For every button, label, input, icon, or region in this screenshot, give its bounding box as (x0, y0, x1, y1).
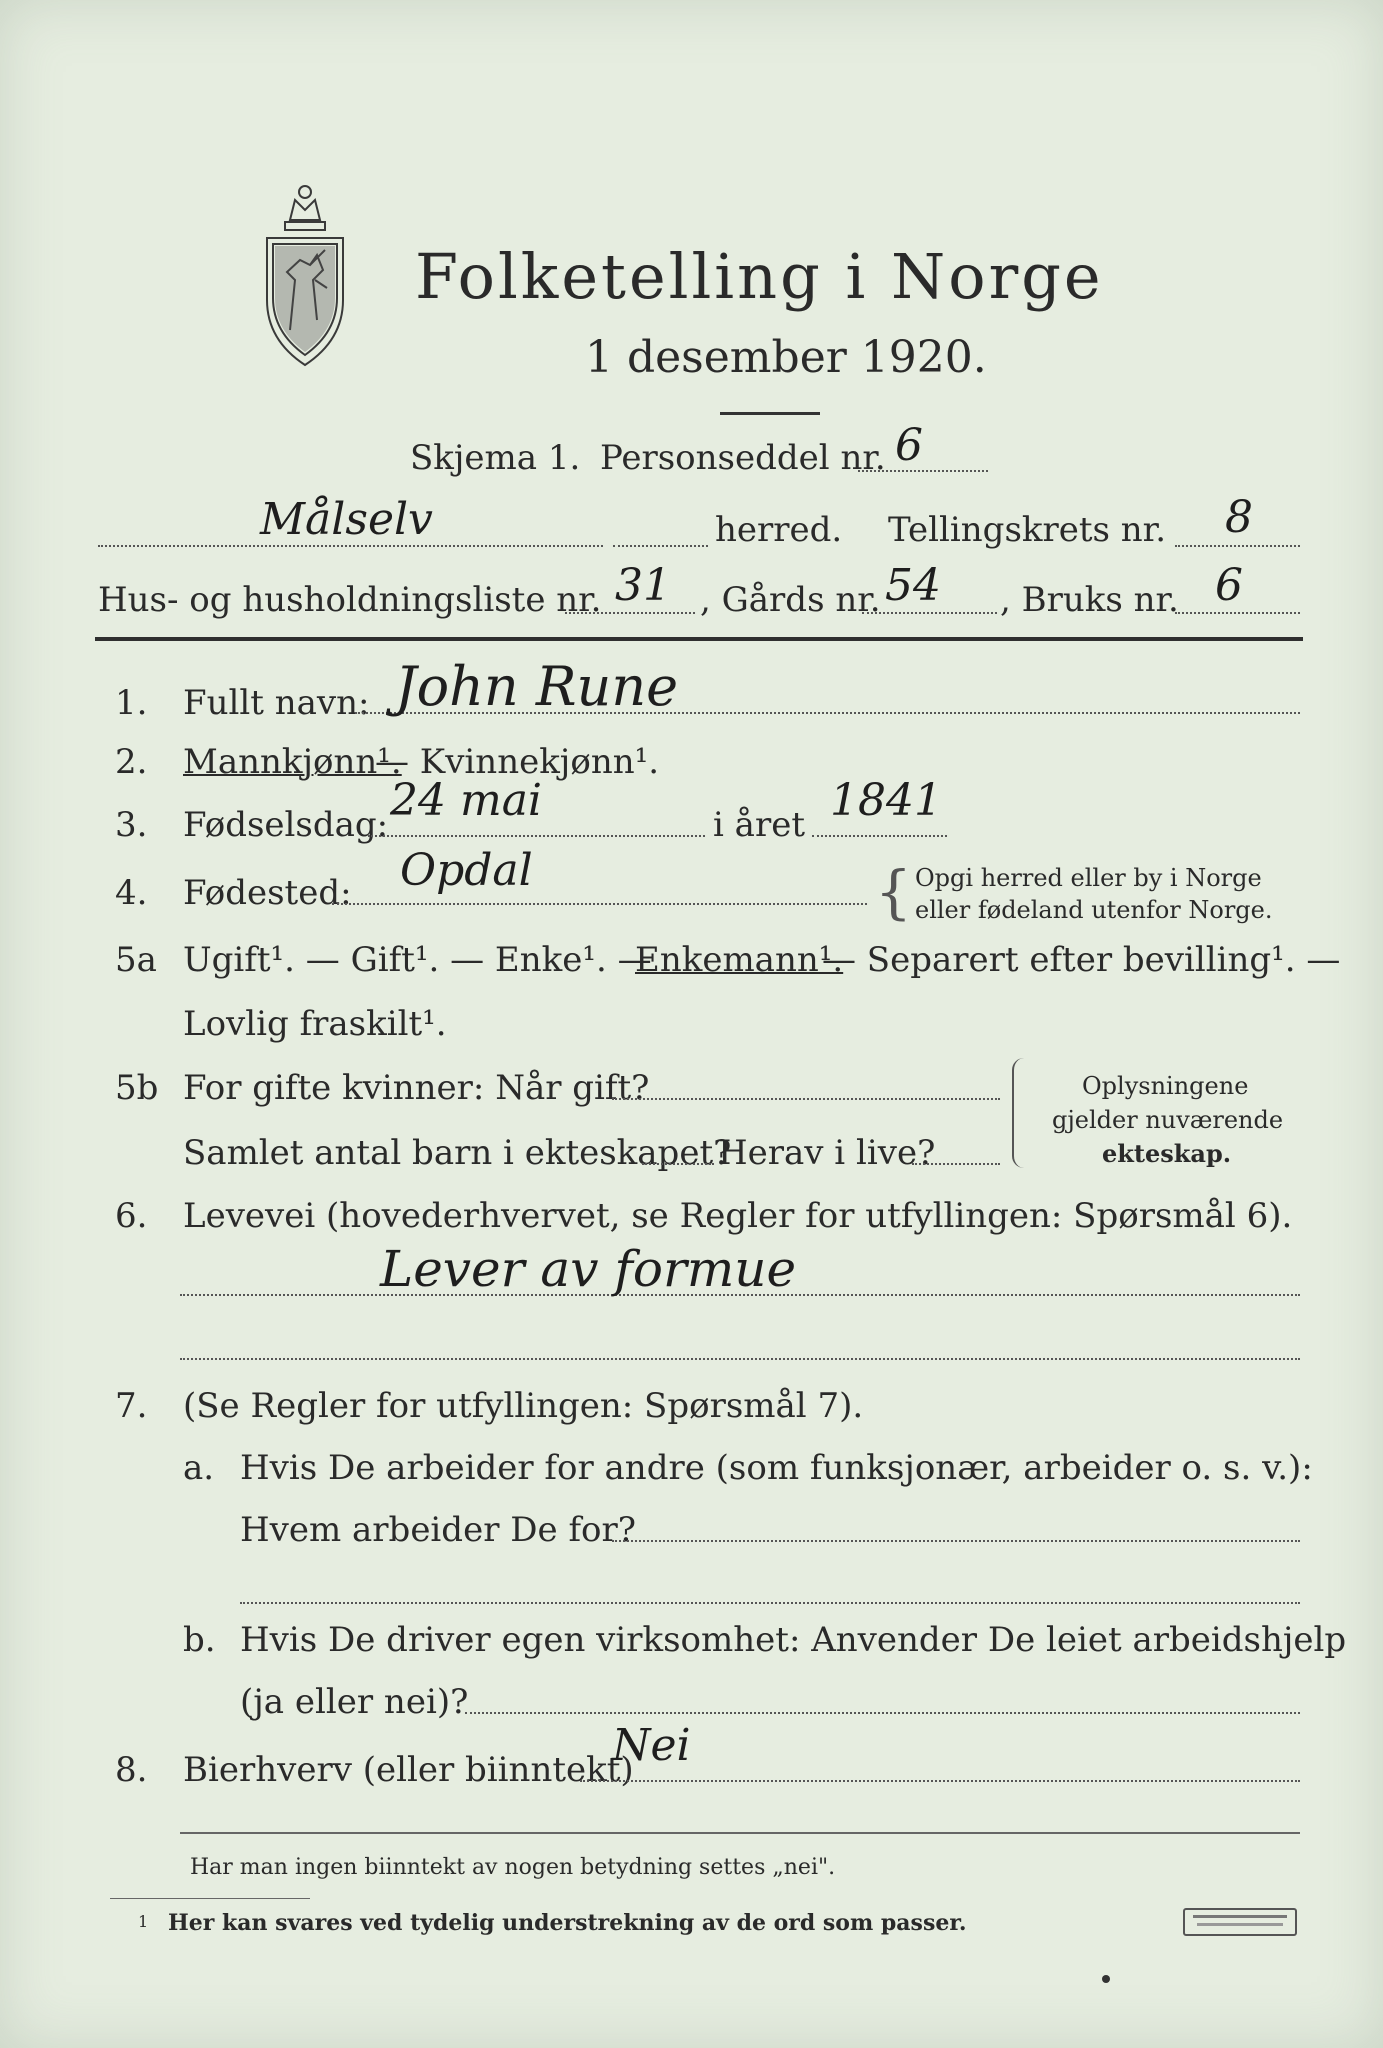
footer-divider (180, 1832, 1300, 1834)
q3-year-line (812, 835, 947, 837)
q6-value: Lever av formue (380, 1240, 797, 1298)
personseddel-line (858, 470, 988, 472)
form-title: Folketelling i Norge (415, 240, 1104, 313)
coat-of-arms-icon (255, 180, 355, 370)
q6-number: 6. (115, 1196, 148, 1236)
q5a-selected-option: Enkemann¹. (635, 940, 844, 980)
herred-label: herred. (715, 510, 843, 550)
q2-number: 2. (115, 742, 148, 782)
q5b-label-1: For gifte kvinner: Når gift? (183, 1068, 650, 1108)
q4-note-1: Opgi herred eller by i Norge (915, 864, 1262, 892)
q5b-number: 5b (115, 1068, 159, 1108)
q5b-note-1: Oplysningene (1082, 1072, 1249, 1100)
q5b-line-2 (642, 1163, 714, 1165)
q8-line (580, 1780, 1300, 1782)
herred-line (98, 545, 603, 547)
q5b-line-3 (912, 1163, 1000, 1165)
q7a-answer-line (612, 1540, 1300, 1542)
q5b-note-3: ekteskap. (1102, 1139, 1232, 1168)
q4-value: Opdal (400, 845, 533, 896)
ink-dot (1102, 1975, 1110, 1983)
q2-other-options: — Kvinnekjønn¹. (375, 742, 660, 782)
herred-line-2 (613, 545, 708, 547)
footnote-divider (110, 1898, 310, 1899)
tellingskrets-label: Tellingskrets nr. (888, 510, 1167, 550)
q5a-number: 5a (115, 940, 157, 980)
tellingskrets-line (1175, 545, 1300, 547)
hus-line (565, 612, 695, 614)
q7a-letter: a. (183, 1448, 215, 1488)
bruks-line (1175, 612, 1300, 614)
q3-year-value: 1841 (830, 775, 942, 826)
hus-label: Hus- og husholdningsliste nr. (98, 580, 602, 620)
q8-label: Bierhverv (eller biinntekt) (183, 1750, 634, 1790)
q1-label: Fullt navn: (183, 683, 370, 723)
personseddel-value: 6 (895, 420, 923, 471)
q7a-line-2: Hvem arbeider De for? (240, 1510, 636, 1550)
bruks-label: , Bruks nr. (1000, 580, 1179, 620)
form-date: 1 desember 1920. (585, 332, 987, 383)
q7b-line-2: (ja eller nei)? (240, 1682, 469, 1722)
herred-value: Målselv (260, 494, 433, 545)
q5a-line-2: Lovlig fraskilt¹. (183, 1004, 447, 1044)
footnote-text: Her kan svares ved tydelig understrekning av de ord som passer. (168, 1910, 967, 1936)
q4-number: 4. (115, 873, 148, 913)
bruks-value: 6 (1215, 560, 1243, 611)
q7-label: (Se Regler for utfyllingen: Spørsmål 7). (183, 1386, 864, 1426)
q6-label: Levevei (hovederhvervet, se Regler for utfyllingen: Spørsmål 6). (183, 1196, 1293, 1236)
q7b-letter: b. (183, 1620, 216, 1660)
q4-line (332, 903, 867, 905)
gards-value: 54 (885, 560, 941, 611)
q5a-options-post: — Separert efter bevilling¹. — (822, 940, 1341, 980)
q1-value: John Rune (395, 655, 679, 718)
q7a-answer-line-2 (240, 1602, 1300, 1604)
footnote-mark: 1 (138, 1912, 149, 1931)
q5b-label-3: Herav i live? (718, 1133, 936, 1173)
tellingskrets-value: 8 (1225, 492, 1253, 543)
q3-value: 24 mai (390, 775, 543, 826)
gards-label: , Gårds nr. (700, 580, 881, 620)
q3-label: Fødselsdag: (183, 805, 389, 845)
q5b-bracket (1012, 1058, 1028, 1168)
q2-male-option: Mannkjønn¹. (183, 742, 402, 782)
q5b-label-2: Samlet antal barn i ekteskapet? (183, 1133, 732, 1173)
hus-value: 31 (615, 560, 671, 611)
q6-line-2 (180, 1358, 1300, 1360)
q7a-line-1: Hvis De arbeider for andre (som funksjonær, arbeider o. s. v.): (240, 1448, 1313, 1488)
q4-brace: { (875, 858, 912, 926)
q7b-line-1: Hvis De driver egen virksomhet: Anvender De leiet arbeidshjelp (240, 1620, 1347, 1660)
q4-label: Fødested: (183, 873, 352, 913)
q5b-line-1 (612, 1098, 1000, 1100)
q5b-note-2: gjelder nuværende (1052, 1106, 1284, 1134)
personseddel-label: Personseddel nr. (600, 438, 886, 478)
title-divider (720, 412, 820, 415)
printer-stamp (1183, 1908, 1297, 1936)
q7b-answer-line (465, 1712, 1300, 1714)
section-divider (95, 637, 1303, 641)
q3-line (368, 835, 705, 837)
skjema-label: Skjema 1. (410, 438, 581, 478)
q3-number: 3. (115, 805, 148, 845)
q4-note-2: eller fødeland utenfor Norge. (915, 896, 1273, 924)
q7-number: 7. (115, 1386, 148, 1426)
footer-note: Har man ingen biinntekt av nogen betydning settes „nei". (190, 1855, 836, 1880)
q5a-options-pre: Ugift¹. — Gift¹. — Enke¹. — (183, 940, 652, 980)
q8-number: 8. (115, 1750, 148, 1790)
q3-year-label: i året (713, 805, 805, 845)
gards-line (862, 612, 997, 614)
q1-number: 1. (115, 683, 148, 723)
q8-value: Nei (612, 1720, 691, 1771)
